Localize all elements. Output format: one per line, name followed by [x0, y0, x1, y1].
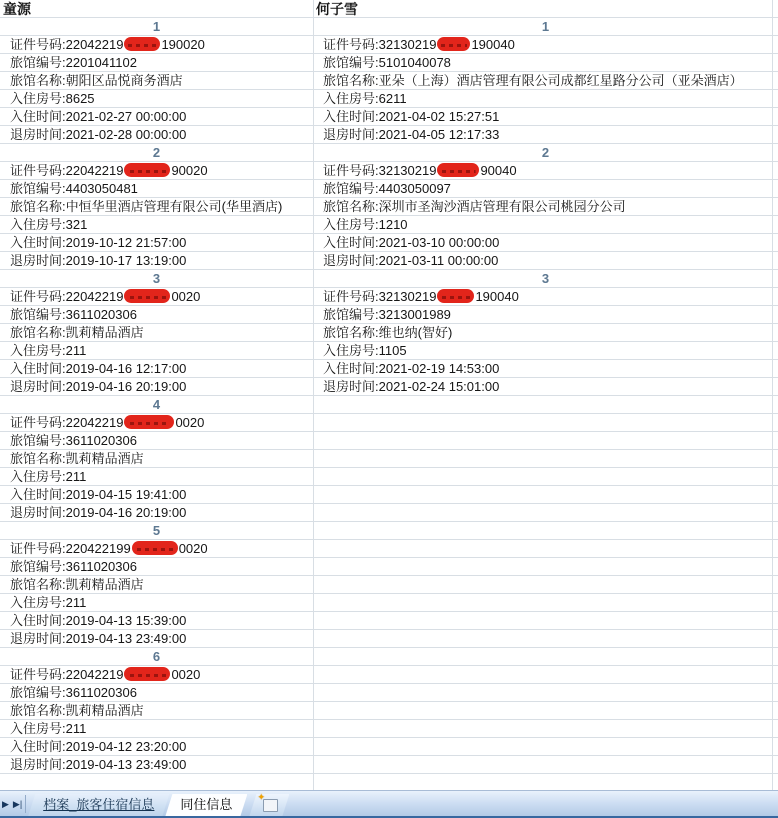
tab-archive-guest-lodging-info[interactable] — [28, 794, 169, 816]
redaction-mark — [124, 163, 170, 177]
tab-label: 同住信息 — [180, 797, 233, 812]
scroll-next-sheet-button[interactable]: ▶ — [2, 798, 9, 809]
id-number-suffix: 190040 — [475, 289, 519, 304]
id-number-suffix: 190020 — [161, 37, 205, 52]
check-in-cell[interactable]: 入住时间:2019-04-16 12:17:00 — [10, 361, 187, 376]
hotel-name-cell[interactable]: 旅馆名称:凯莉精品酒店 — [10, 451, 144, 466]
room-number-cell[interactable]: 入住房号:211 — [10, 469, 87, 484]
room-number-cell[interactable]: 入住房号:211 — [10, 595, 87, 610]
hotel-name-cell[interactable]: 旅馆名称:凯莉精品酒店 — [10, 703, 144, 718]
redaction-mark — [124, 289, 170, 303]
hotel-name-cell[interactable]: 旅馆名称:亚朵（上海）酒店管理有限公司成都红星路分公司（亚朵酒店） — [323, 73, 743, 88]
id-number-prefix: 证件号码:22042219 — [10, 667, 124, 682]
room-number-cell[interactable]: 入住房号:211 — [10, 343, 87, 358]
tab-separator — [25, 795, 26, 813]
id-number-prefix: 证件号码:22042219 — [10, 37, 124, 52]
tab-cohabit-info-active[interactable] — [165, 794, 247, 816]
id-number-suffix: 90040 — [480, 163, 517, 178]
check-out-cell[interactable]: 退房时间:2021-03-11 00:00:00 — [323, 253, 499, 268]
id-number-cell[interactable] — [0, 540, 313, 558]
id-number-cell[interactable] — [0, 36, 313, 54]
id-number-prefix: 证件号码:22042219 — [10, 163, 124, 178]
id-number-suffix: 190040 — [471, 37, 515, 52]
record-number-cell[interactable]: 2 — [152, 145, 161, 160]
redaction-mark — [124, 415, 174, 429]
check-in-cell[interactable]: 入住时间:2021-02-19 14:53:00 — [323, 361, 500, 376]
hotel-name-cell[interactable]: 旅馆名称:中恒华里酒店管理有限公司(华里酒店) — [10, 199, 283, 214]
sheet-tab-bar — [0, 790, 778, 818]
id-number-cell[interactable] — [0, 666, 313, 684]
insert-worksheet-star-icon: ✦ — [257, 792, 265, 802]
id-number-cell[interactable] — [313, 162, 778, 180]
check-out-cell[interactable]: 退房时间:2019-04-16 20:19:00 — [10, 379, 187, 394]
id-number-suffix: 0020 — [171, 667, 201, 682]
redaction-mark — [437, 289, 474, 303]
person-column-right — [313, 0, 778, 396]
redaction-mark — [124, 37, 160, 51]
record-number-cell[interactable]: 3 — [152, 271, 161, 286]
check-in-cell[interactable]: 入住时间:2019-10-12 21:57:00 — [10, 235, 187, 250]
id-number-prefix: 证件号码:32130219 — [323, 289, 437, 304]
hotel-code-cell[interactable]: 旅馆编号:3611020306 — [10, 685, 137, 700]
insert-worksheet-tab[interactable] — [249, 794, 289, 816]
id-number-suffix: 90020 — [171, 163, 208, 178]
id-number-suffix: 0020 — [175, 415, 205, 430]
sheet-nav-buttons — [0, 797, 25, 811]
id-number-prefix: 证件号码:32130219 — [323, 37, 437, 52]
hotel-code-cell[interactable]: 旅馆编号:5101040078 — [323, 55, 451, 70]
hotel-code-cell[interactable]: 旅馆编号:3611020306 — [10, 559, 137, 574]
id-number-cell[interactable] — [313, 288, 778, 306]
check-in-cell[interactable]: 入住时间:2021-03-10 00:00:00 — [323, 235, 500, 250]
check-in-cell[interactable]: 入住时间:2021-02-27 00:00:00 — [10, 109, 187, 124]
hotel-code-cell[interactable]: 旅馆编号:3611020306 — [10, 307, 137, 322]
redaction-mark — [437, 37, 470, 51]
check-out-cell[interactable]: 退房时间:2019-10-17 13:19:00 — [10, 253, 187, 268]
insert-worksheet-icon — [263, 799, 278, 812]
person-column-left — [0, 0, 313, 774]
hotel-code-cell[interactable]: 旅馆编号:3611020306 — [10, 433, 137, 448]
room-number-cell[interactable]: 入住房号:211 — [10, 721, 87, 736]
check-out-cell[interactable]: 退房时间:2021-04-05 12:17:33 — [323, 127, 500, 142]
check-in-cell[interactable]: 入住时间:2019-04-15 19:41:00 — [10, 487, 187, 502]
room-number-cell[interactable]: 入住房号:6211 — [323, 91, 407, 106]
id-number-cell[interactable] — [0, 288, 313, 306]
tab-label: 档案_旅客住宿信息 — [43, 797, 155, 812]
id-number-suffix: 0020 — [178, 541, 208, 556]
hotel-name-cell[interactable]: 旅馆名称:朝阳区品悦商务酒店 — [10, 73, 183, 88]
redaction-mark — [124, 667, 170, 681]
id-number-cell[interactable] — [313, 36, 778, 54]
id-number-prefix: 证件号码:32130219 — [323, 163, 437, 178]
redaction-mark — [132, 541, 178, 555]
id-number-prefix: 证件号码:220422199 — [10, 541, 131, 556]
record-number-cell[interactable]: 2 — [541, 145, 550, 160]
room-number-cell[interactable]: 入住房号:8625 — [10, 91, 95, 106]
hotel-code-cell[interactable]: 旅馆编号:3213001989 — [323, 307, 451, 322]
check-in-cell[interactable]: 入住时间:2019-04-13 15:39:00 — [10, 613, 187, 628]
record-number-cell[interactable]: 4 — [152, 397, 161, 412]
record-number-cell[interactable]: 1 — [152, 19, 161, 34]
room-number-cell[interactable]: 入住房号:1210 — [323, 217, 408, 232]
check-in-cell[interactable]: 入住时间:2019-04-12 23:20:00 — [10, 739, 187, 754]
hotel-code-cell[interactable]: 旅馆编号:4403050481 — [10, 181, 138, 196]
redaction-mark — [437, 163, 479, 177]
scroll-last-sheet-button[interactable]: ▶| — [12, 798, 23, 809]
check-out-cell[interactable]: 退房时间:2019-04-16 20:19:00 — [10, 505, 187, 520]
hotel-name-cell[interactable]: 旅馆名称:深圳市圣淘沙酒店管理有限公司桃园分公司 — [323, 199, 626, 214]
hotel-name-cell[interactable]: 旅馆名称:凯莉精品酒店 — [10, 577, 144, 592]
hotel-name-cell[interactable]: 旅馆名称:维也纳(智好) — [323, 325, 453, 340]
record-number-cell[interactable]: 3 — [541, 271, 550, 286]
record-number-cell[interactable]: 5 — [152, 523, 161, 538]
room-number-cell[interactable]: 入住房号:1105 — [323, 343, 407, 358]
room-number-cell[interactable]: 入住房号:321 — [10, 217, 88, 232]
hotel-name-cell[interactable]: 旅馆名称:凯莉精品酒店 — [10, 325, 144, 340]
record-number-cell[interactable]: 1 — [541, 19, 550, 34]
id-number-cell[interactable] — [0, 162, 313, 180]
id-number-cell[interactable] — [0, 414, 313, 432]
person-name-header[interactable]: 何子雪 — [316, 1, 358, 17]
hotel-code-cell[interactable]: 旅馆编号:2201041102 — [10, 55, 137, 70]
person-name-header[interactable]: 童源 — [3, 1, 31, 17]
record-number-cell[interactable]: 6 — [152, 649, 161, 664]
id-number-prefix: 证件号码:22042219 — [10, 415, 124, 430]
hotel-code-cell[interactable]: 旅馆编号:4403050097 — [323, 181, 451, 196]
id-number-suffix: 0020 — [171, 289, 201, 304]
check-out-cell[interactable]: 退房时间:2021-02-24 15:01:00 — [323, 379, 500, 394]
check-out-cell[interactable]: 退房时间:2019-04-13 23:49:00 — [10, 631, 187, 646]
check-out-cell[interactable]: 退房时间:2019-04-13 23:49:00 — [10, 757, 187, 772]
check-in-cell[interactable]: 入住时间:2021-04-02 15:27:51 — [323, 109, 500, 124]
check-out-cell[interactable]: 退房时间:2021-02-28 00:00:00 — [10, 127, 187, 142]
id-number-prefix: 证件号码:22042219 — [10, 289, 124, 304]
